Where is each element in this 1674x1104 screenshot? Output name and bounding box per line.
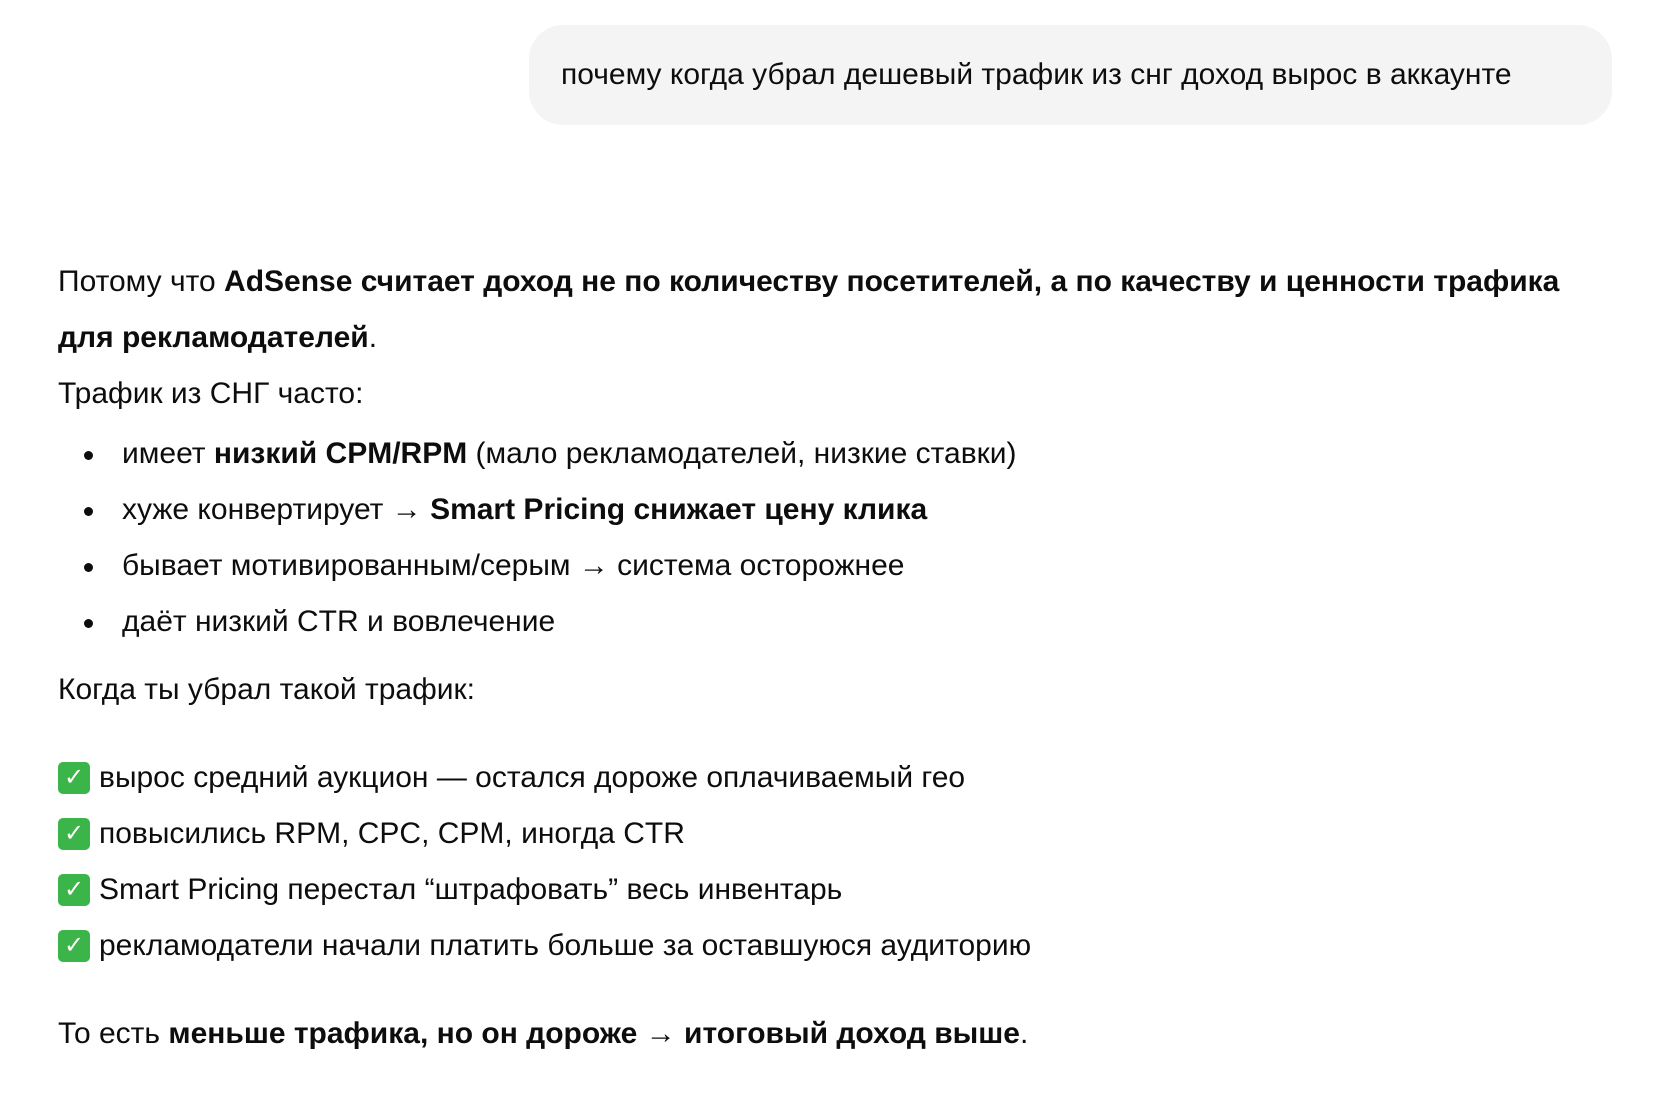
conclusion-prefix: То есть (58, 1017, 169, 1050)
conclusion-paragraph (58, 1006, 1618, 1062)
list-item (58, 594, 1618, 650)
check-text: повысились RPM, CPC, CPM, иногда CTR (99, 817, 685, 850)
bullet-prefix: хуже конвертирует → (122, 493, 431, 526)
intro-bold: AdSense считает доход не по количеству посетителей, а по качеству и ценности трафика для рекламодателей (58, 265, 1560, 354)
user-message-text: почему когда убрал дешевый трафик из снг доход вырос в аккаунте (561, 58, 1512, 91)
check-item (58, 862, 1618, 918)
check-mark-button-icon: ✓ (58, 818, 90, 850)
bullet-prefix: имеет (122, 437, 214, 470)
user-message-bubble (529, 25, 1612, 125)
conclusion-suffix: . (1019, 1017, 1029, 1050)
check-item (58, 806, 1618, 862)
check-item (58, 918, 1618, 974)
list-item (58, 482, 1618, 538)
check-text: Smart Pricing перестал “штрафовать” весь инвентарь (99, 873, 843, 906)
assistant-message (58, 254, 1618, 1062)
check-mark-button-icon: ✓ (58, 930, 90, 962)
bullet-dot (84, 563, 93, 572)
bullet-dot (84, 619, 93, 628)
intro-suffix: . (368, 321, 378, 354)
assistant-intro-paragraph (58, 254, 1618, 366)
bullet-bold: низкий CPM/RPM (213, 437, 468, 470)
list-item (58, 426, 1618, 482)
check-item (58, 750, 1618, 806)
bullet-prefix: бывает мотивированным/серым → система осторожнее (122, 549, 905, 582)
bullet-suffix: (мало рекламодателей, низкие ставки) (467, 437, 1017, 470)
cis-traffic-list (58, 426, 1618, 650)
bullet-dot (84, 507, 93, 516)
conclusion-bold: меньше трафика, но он дороже → итоговый доход выше (168, 1017, 1020, 1050)
list-item (58, 538, 1618, 594)
check-mark-button-icon: ✓ (58, 762, 90, 794)
user-message-row (529, 25, 1612, 125)
bullet-bold: Smart Pricing снижает цену клика (430, 493, 928, 526)
bullet-prefix: даёт низкий CTR и вовлечение (122, 605, 556, 638)
cis-heading: Трафик из СНГ часто: (58, 377, 364, 410)
bullet-dot (84, 451, 93, 460)
intro-prefix: Потому что (58, 265, 225, 298)
removed-heading: Когда ты убрал такой трафик: (58, 673, 475, 706)
results-checklist (58, 750, 1618, 974)
check-text: рекламодатели начали платить больше за оставшуюся аудиторию (99, 929, 1032, 962)
check-text: вырос средний аукцион — остался дороже оплачиваемый гео (99, 761, 966, 794)
check-mark-button-icon: ✓ (58, 874, 90, 906)
